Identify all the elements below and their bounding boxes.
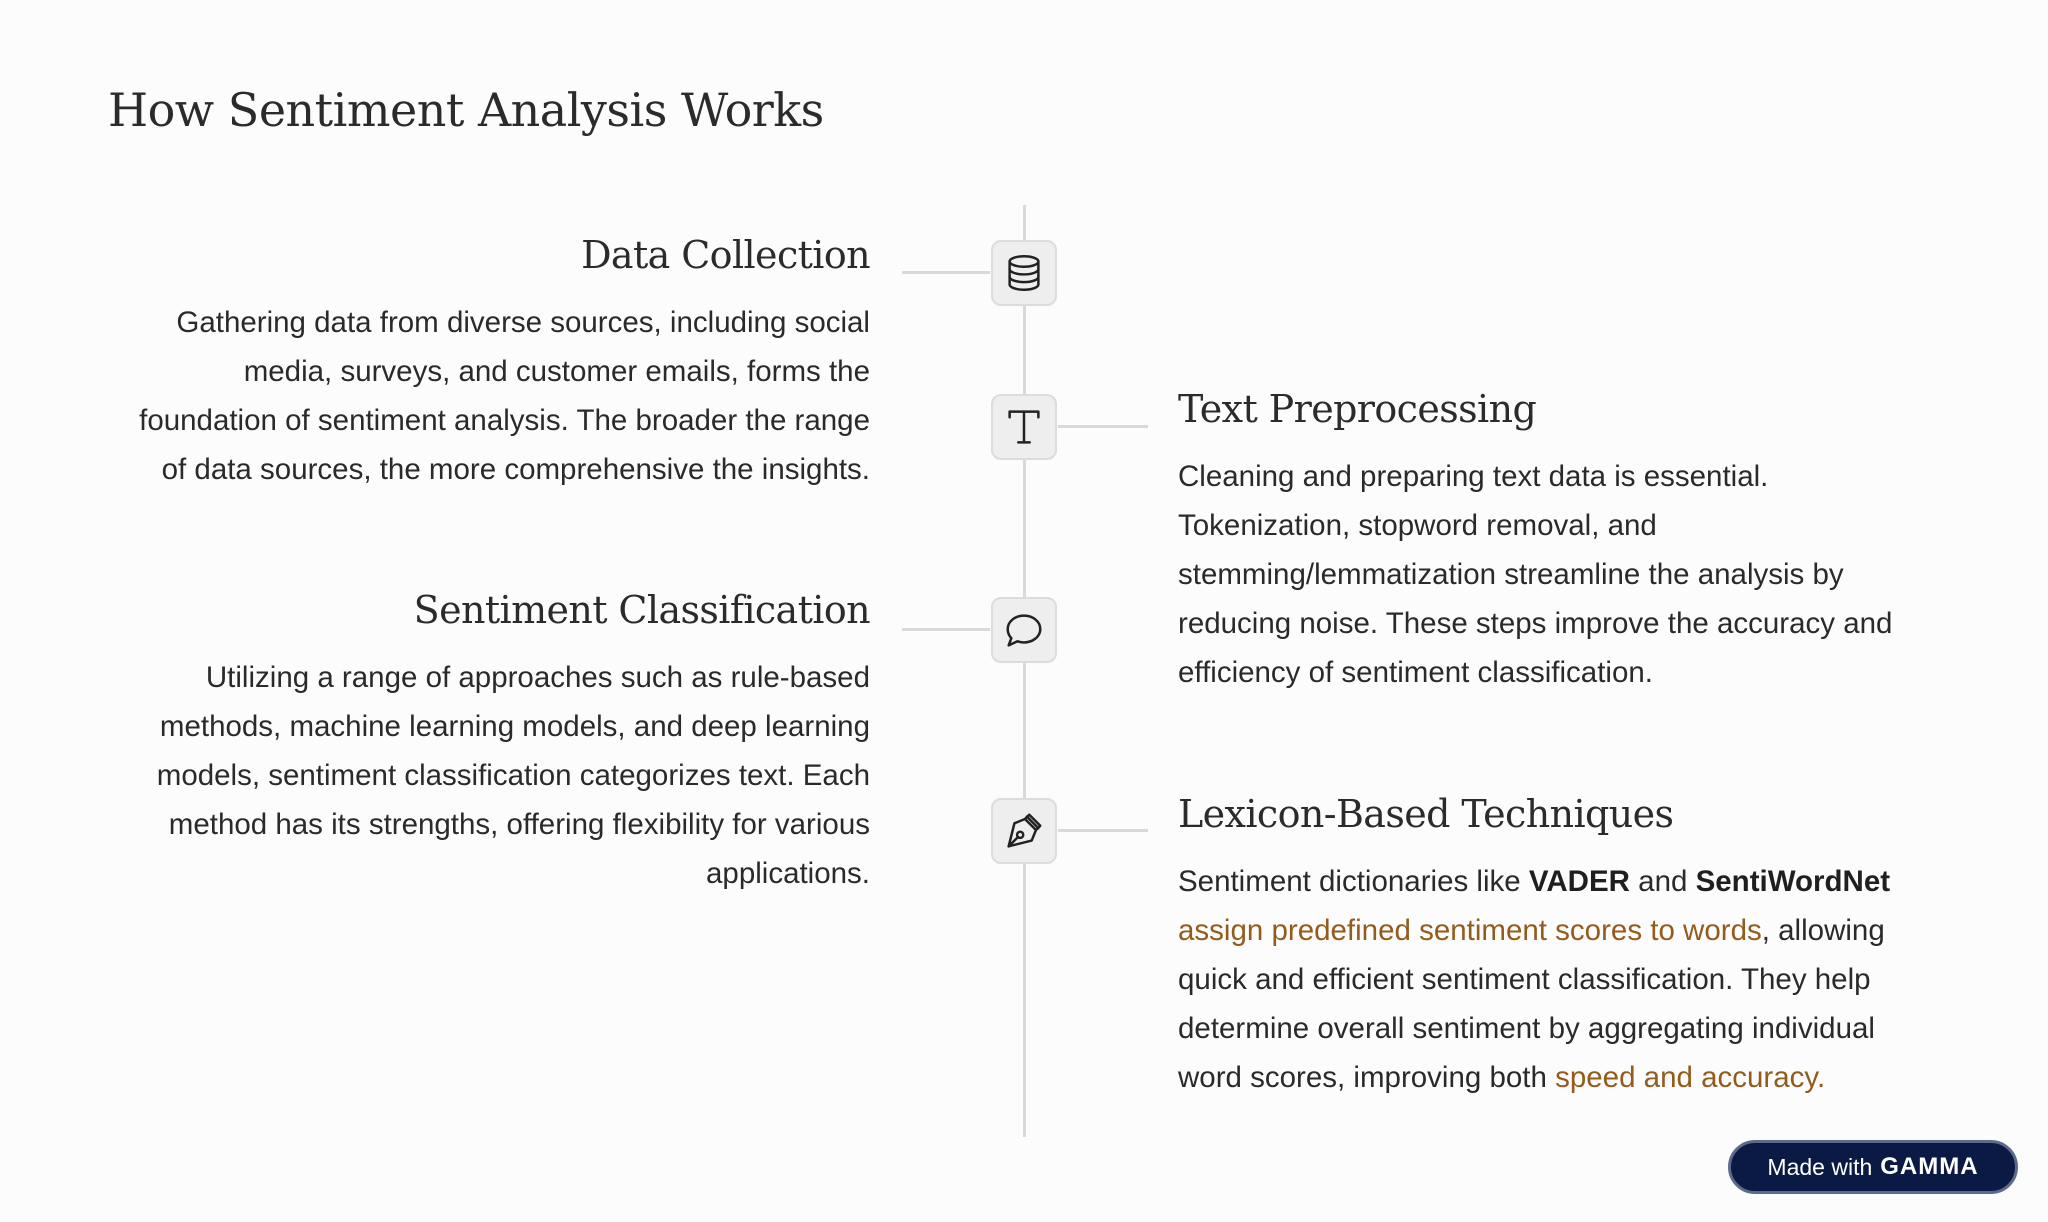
connector-sentiment-classification xyxy=(902,628,990,631)
body-text: and xyxy=(1629,865,1696,898)
icon-box-data-collection xyxy=(991,240,1057,306)
connector-data-collection xyxy=(902,271,990,274)
step-title: Data Collection xyxy=(581,233,870,277)
sentiwordnet-term: SentiWordNet xyxy=(1695,865,1891,898)
vader-term: VADER xyxy=(1528,865,1630,898)
step-body: Cleaning and preparing text data is essential. Tokenization, stopword removal, and stemming/lemmatization streamline the analysis by reducing noise. These steps improve the accuracy and efficiency of sentiment classification. xyxy=(1178,460,1893,689)
step-data-collection xyxy=(108,228,870,494)
connector-text-preprocessing xyxy=(1058,425,1148,428)
step-lexicon-techniques xyxy=(1178,787,1938,1102)
step-body: Gathering data from diverse sources, including social media, surveys, and customer emails, forms the foundation of sentiment analysis. The broader the range of data sources, the more comprehensive the insights. xyxy=(139,306,870,486)
icon-box-sentiment-classification xyxy=(991,597,1057,663)
body-text: , allowing quick and efficient sentiment classification. They help determine overall sentiment by aggregating individual word scores, improving both xyxy=(1178,914,1885,1094)
chat-bubble-icon xyxy=(1001,607,1047,653)
step-title: Text Preprocessing xyxy=(1178,387,1537,431)
step-title: Lexicon-Based Techniques xyxy=(1178,792,1674,836)
icon-box-text-preprocessing xyxy=(991,394,1057,460)
icon-box-lexicon-techniques xyxy=(991,798,1057,864)
connector-lexicon-techniques xyxy=(1058,829,1148,832)
step-text-preprocessing xyxy=(1178,382,1938,697)
text-t-icon xyxy=(1001,404,1047,450)
body-text: Sentiment dictionaries like xyxy=(1178,865,1529,898)
timeline-line xyxy=(1023,205,1026,1137)
database-icon xyxy=(1001,250,1047,296)
highlight-scores-phrase: assign predefined sentiment scores to words xyxy=(1178,914,1762,947)
highlight-speed-accuracy: speed and accuracy. xyxy=(1555,1061,1826,1094)
step-sentiment-classification xyxy=(108,583,870,898)
step-body xyxy=(1178,857,1938,1102)
step-title: Sentiment Classification xyxy=(413,588,870,632)
badge-prefix: Made with xyxy=(1767,1153,1873,1180)
pen-nib-icon xyxy=(1001,808,1047,854)
step-body: Utilizing a range of approaches such as rule-based methods, machine learning models, and deep learning models, sentiment classification categorizes text. Each method has its strengths, offering flexibility for various applications. xyxy=(156,661,870,890)
page-title: How Sentiment Analysis Works xyxy=(108,83,824,137)
made-with-gamma-badge[interactable] xyxy=(1728,1140,2018,1194)
gamma-logo: GAMMA xyxy=(1880,1153,1979,1180)
